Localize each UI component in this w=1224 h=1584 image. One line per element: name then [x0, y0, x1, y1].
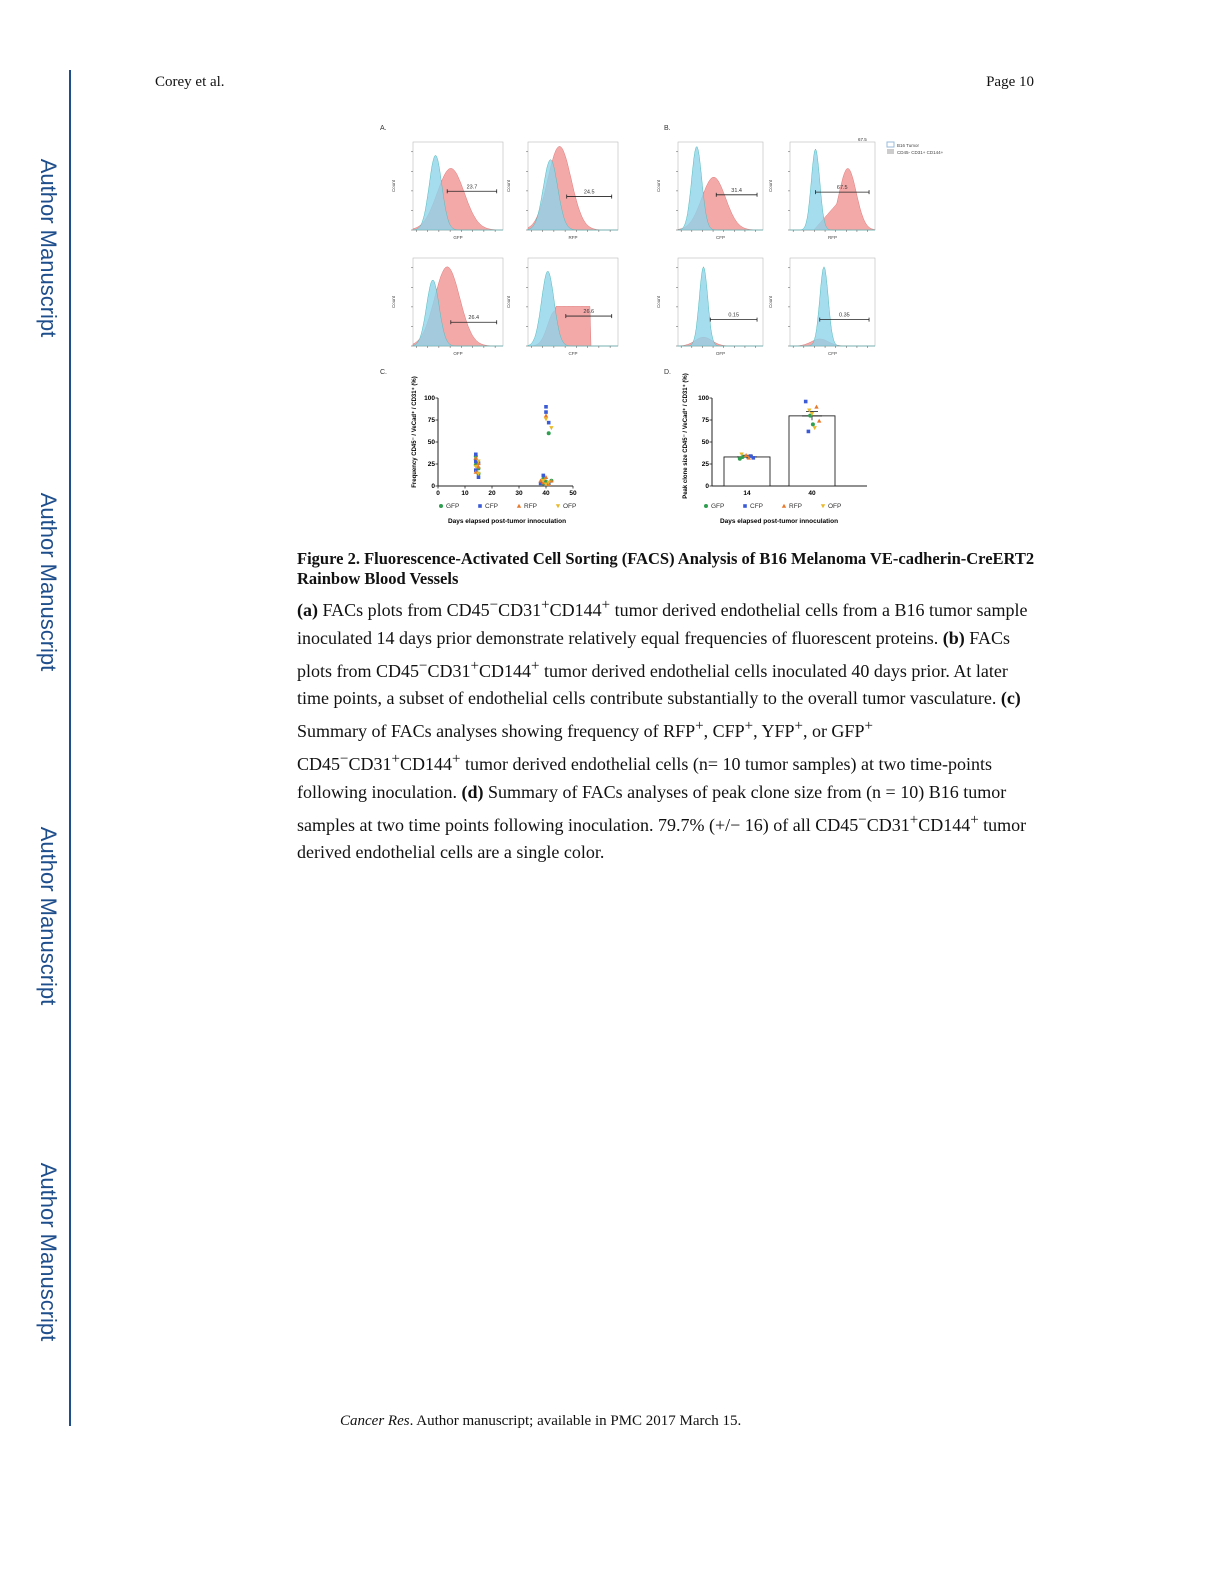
d-ylabel: Peak clone size CD45⁻ / VeCad⁺ / CD31⁺ (%) [683, 373, 689, 499]
hist-b-2-ylabel: Count [656, 295, 661, 309]
sidebar-rule [69, 70, 71, 1426]
d-legend-OFP: OFP [828, 503, 842, 510]
legend-label-b16: B16 Tumor [897, 143, 920, 148]
legend-swatch-cells [887, 149, 894, 154]
c-CFP-pt-3 [477, 475, 481, 479]
hist-b-0-ylabel: Count [656, 179, 661, 193]
c-legend-GFP: GFP [446, 503, 460, 510]
c-xtick-label-5: 50 [569, 490, 577, 497]
c-ytick-label-0: 0 [431, 483, 435, 491]
hist-b-1-gate-label: 67.5 [836, 185, 848, 192]
hist-a-0-axis-label: GFP [453, 235, 463, 240]
d-ytick-label-1: 25 [701, 461, 709, 469]
d-CFP-pt-8 [807, 430, 811, 434]
c-legend-marker-RFP-pt-0 [517, 504, 521, 508]
hist-a-2-axis-label: OFP [453, 351, 463, 356]
hist-a-1-axis-label: RFP [568, 235, 578, 240]
d-CFP-pt-6 [752, 456, 756, 460]
c-xtick-label-3: 30 [515, 490, 523, 497]
footer-citation: Cancer Res. Author manuscript; available in PMC 2017 March 15. [340, 1413, 742, 1429]
c-CFP-pt-0 [474, 453, 478, 457]
d-legend-CFP: CFP [750, 503, 763, 510]
c-CFP-pt-7 [542, 474, 546, 478]
d-CFP-pt-7 [804, 400, 808, 404]
d-xlabel: Days elapsed post-tumor innoculation [719, 518, 839, 525]
d-legend-GFP: GFP [711, 503, 725, 510]
hist-a-3-gate-label: 26.6 [583, 309, 595, 316]
c-xtick-label-2: 20 [488, 490, 496, 497]
c-CFP-pt-10 [544, 405, 548, 409]
legend-swatch-b16 [887, 142, 894, 147]
hist-b-2-axis-label: OFP [715, 351, 726, 356]
c-xtick-label-4: 40 [542, 490, 550, 497]
c-GFP-pt-11 [547, 431, 551, 435]
hist-b-1-top-label: 67.5 [858, 137, 867, 142]
c-CFP-pt-8 [544, 410, 548, 414]
hist-b-0-gate-label: 31.4 [731, 187, 743, 194]
c-OFP-pt-6 [544, 417, 548, 421]
hist-b-1-ylabel: Count [768, 179, 773, 193]
figure-caption [297, 549, 1037, 867]
page-number: Page 10 [986, 74, 1034, 90]
hist-b-2-frame [678, 258, 763, 346]
caption-body: (a) FACs plots from CD45−CD31+CD144+ tumor derived endothelial cells from a B16 tumor sample inoculated 14 days prior demonstrate relatively equal frequencies of fluorescent proteins. (b) FACs plots from CD45−CD31+CD144+ tumor derived endothelial cells inoculated 40 days prior. At later time points, a subset of endothelial cells contribute substantially to the overall tumor vasculature. (c) Summary of FACs analyses showing frequency of RFP+, CFP+, YFP+, or GFP+ CD45−CD31+CD144+ tumor derived endothelial cells (n= 10 tumor samples) at two time-points following inoculation. (d) Summary of FACs analyses of peak clone size from (n = 10) B16 tumor samples at two time points following inoculation. 79.7% (+/− 16) of all CD45−CD31+CD144+ tumor derived endothelial cells are a single color. [297, 597, 1028, 863]
caption-title: Figure 2. Fluorescence-Activated Cell Sorting (FACS) Analysis of B16 Melanoma VE-cadherin-CreERT2 Rainbow Blood Vessels [297, 549, 1035, 588]
d-xtick-label-14: 14 [743, 490, 751, 497]
hist-a-0-ylabel: Count [391, 179, 396, 193]
hist-a-2-ylabel: Count [391, 295, 396, 309]
c-legend-OFP: OFP [563, 503, 577, 510]
panel-label-0: A. [380, 125, 387, 132]
hist-a-2-gate-label: 26.4 [468, 315, 480, 322]
d-OFP-pt-14 [807, 409, 811, 413]
d-legend-marker-CFP-pt-0 [743, 504, 747, 508]
figure-2 [375, 118, 965, 538]
d-legend-marker-RFP-pt-0 [782, 504, 786, 508]
d-bar-14 [724, 457, 770, 486]
d-ytick-label-3: 75 [701, 417, 709, 425]
c-OFP-pt-7 [549, 426, 553, 430]
hist-b-3-gate-label: 0.35 [839, 312, 850, 319]
hist-b-2-gate-label: 0.15 [728, 312, 740, 319]
panel-label-3: D. [664, 369, 671, 376]
hist-a-3-axis-label: CFP [568, 351, 578, 356]
hist-b-0-axis-label: CFP [716, 235, 725, 240]
hist-b-3-frame [790, 258, 875, 346]
c-xtick-label-1: 10 [461, 490, 469, 497]
hist-b-1-axis-label: RFP [828, 235, 837, 240]
c-CFP-pt-9 [547, 421, 551, 425]
d-GFP-pt-4 [811, 422, 815, 426]
d-ytick-label-0: 0 [705, 483, 709, 491]
c-ytick-label-1: 25 [427, 461, 435, 469]
d-bar-40 [789, 416, 835, 486]
d-legend-marker-GFP-pt-0 [704, 504, 708, 508]
running-head-authors: Corey et al. [155, 74, 225, 90]
hist-a-1-ylabel: Count [506, 179, 511, 193]
hist-a-1-gate-label: 24.5 [583, 189, 595, 196]
c-xtick-label-0: 0 [436, 490, 440, 497]
c-ytick-label-3: 75 [427, 417, 435, 425]
d-RFP-pt-11 [814, 405, 818, 409]
d-legend-RFP: RFP [789, 503, 802, 510]
d-ytick-label-4: 100 [698, 395, 709, 403]
panel-label-2: C. [380, 369, 387, 376]
c-legend-CFP: CFP [485, 503, 498, 510]
c-legend-marker-GFP-pt-0 [439, 504, 443, 508]
c-RFP-pt-8 [544, 413, 548, 417]
d-ytick-label-2: 50 [701, 439, 709, 447]
hist-a-0-gate-label: 23.7 [466, 184, 478, 191]
hist-b-3-ylabel: Count [768, 295, 773, 309]
c-legend-marker-CFP-pt-0 [478, 504, 482, 508]
panel-label-1: B. [664, 125, 671, 132]
c-legend-RFP: RFP [524, 503, 537, 510]
c-xlabel: Days elapsed post-tumor innoculation [447, 518, 567, 525]
hist-a-3-ylabel: Count [506, 295, 511, 309]
c-ytick-label-2: 50 [427, 439, 435, 447]
c-ylabel: Frequency CD45⁻ / VeCad⁺ / CD31⁺ (%) [412, 376, 418, 488]
figure-canvas [375, 118, 965, 538]
d-xtick-label-40: 40 [808, 490, 816, 497]
d-legend-marker-OFP-pt-0 [821, 504, 825, 508]
c-legend-marker-OFP-pt-0 [556, 504, 560, 508]
legend-label-cells: CD45- CD31+ CD144+ [897, 150, 944, 155]
c-ytick-label-4: 100 [424, 395, 435, 403]
hist-b-3-axis-label: CFP [828, 351, 837, 356]
